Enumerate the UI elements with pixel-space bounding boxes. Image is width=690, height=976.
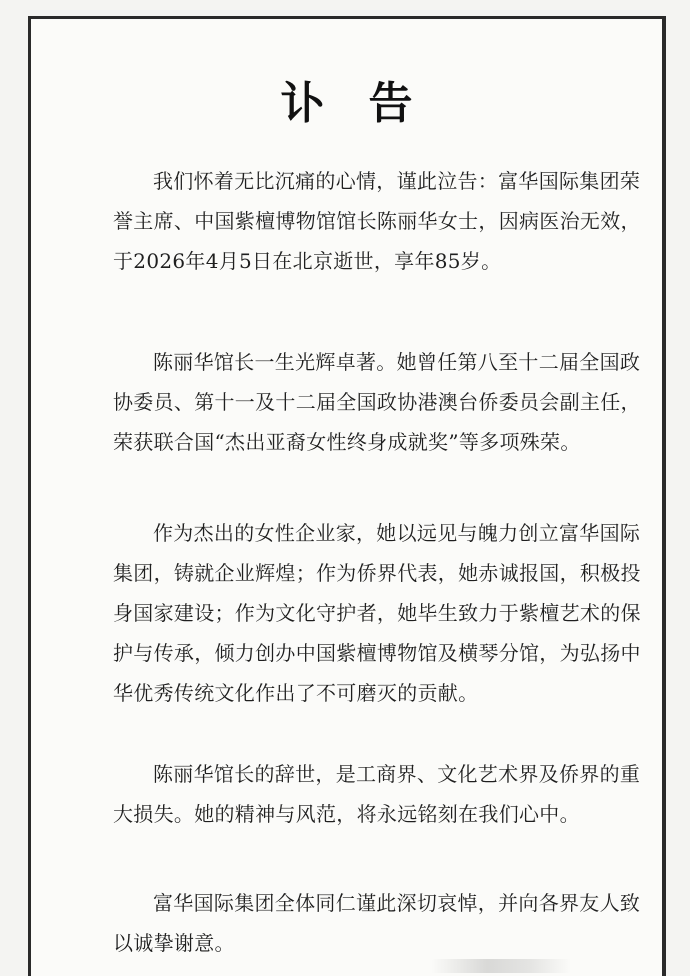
paragraph-condolence: 富华国际集团全体同仁谨此深切哀悼，并向各界友人致以诚挚谢意。	[113, 891, 641, 955]
paragraph-contributions: 作为杰出的女性企业家，她以远见与魄力创立富华国际集团，铸就企业辉煌；作为侨界代表，她赤诚报国，积极投身国家建设；作为文化守护者，她毕生致力于紫檀艺术的保护与传承，倾力创办中国紫檀博物馆及横琴分馆，为弘扬中华优秀传统文化作出了不可磨灭的贡献。	[113, 521, 641, 705]
paragraph-loss: 陈丽华馆长的辞世，是工商界、文化艺术界及侨界的重大损失。她的精神与风范，将永远铭刻在我们心中。	[113, 762, 641, 826]
document-title: 讣告	[280, 78, 457, 129]
paragraph-honors: 陈丽华馆长一生光辉卓著。她曾任第八至十二届全国政协委员、第十一及十二届全国政协港澳台侨委员会副主任，荣获联合国“杰出亚裔女性终身成就奖”等多项殊荣。	[113, 350, 641, 454]
paragraph-announcement: 我们怀着无比沉痛的心情，谨此泣告：富华国际集团荣誉主席、中国紫檀博物馆馆长陈丽华女士，因病医治无效，于2026年4月5日在北京逝世，享年85岁。	[113, 169, 641, 273]
obituary-document	[28, 16, 666, 976]
scan-smudge	[431, 959, 571, 973]
